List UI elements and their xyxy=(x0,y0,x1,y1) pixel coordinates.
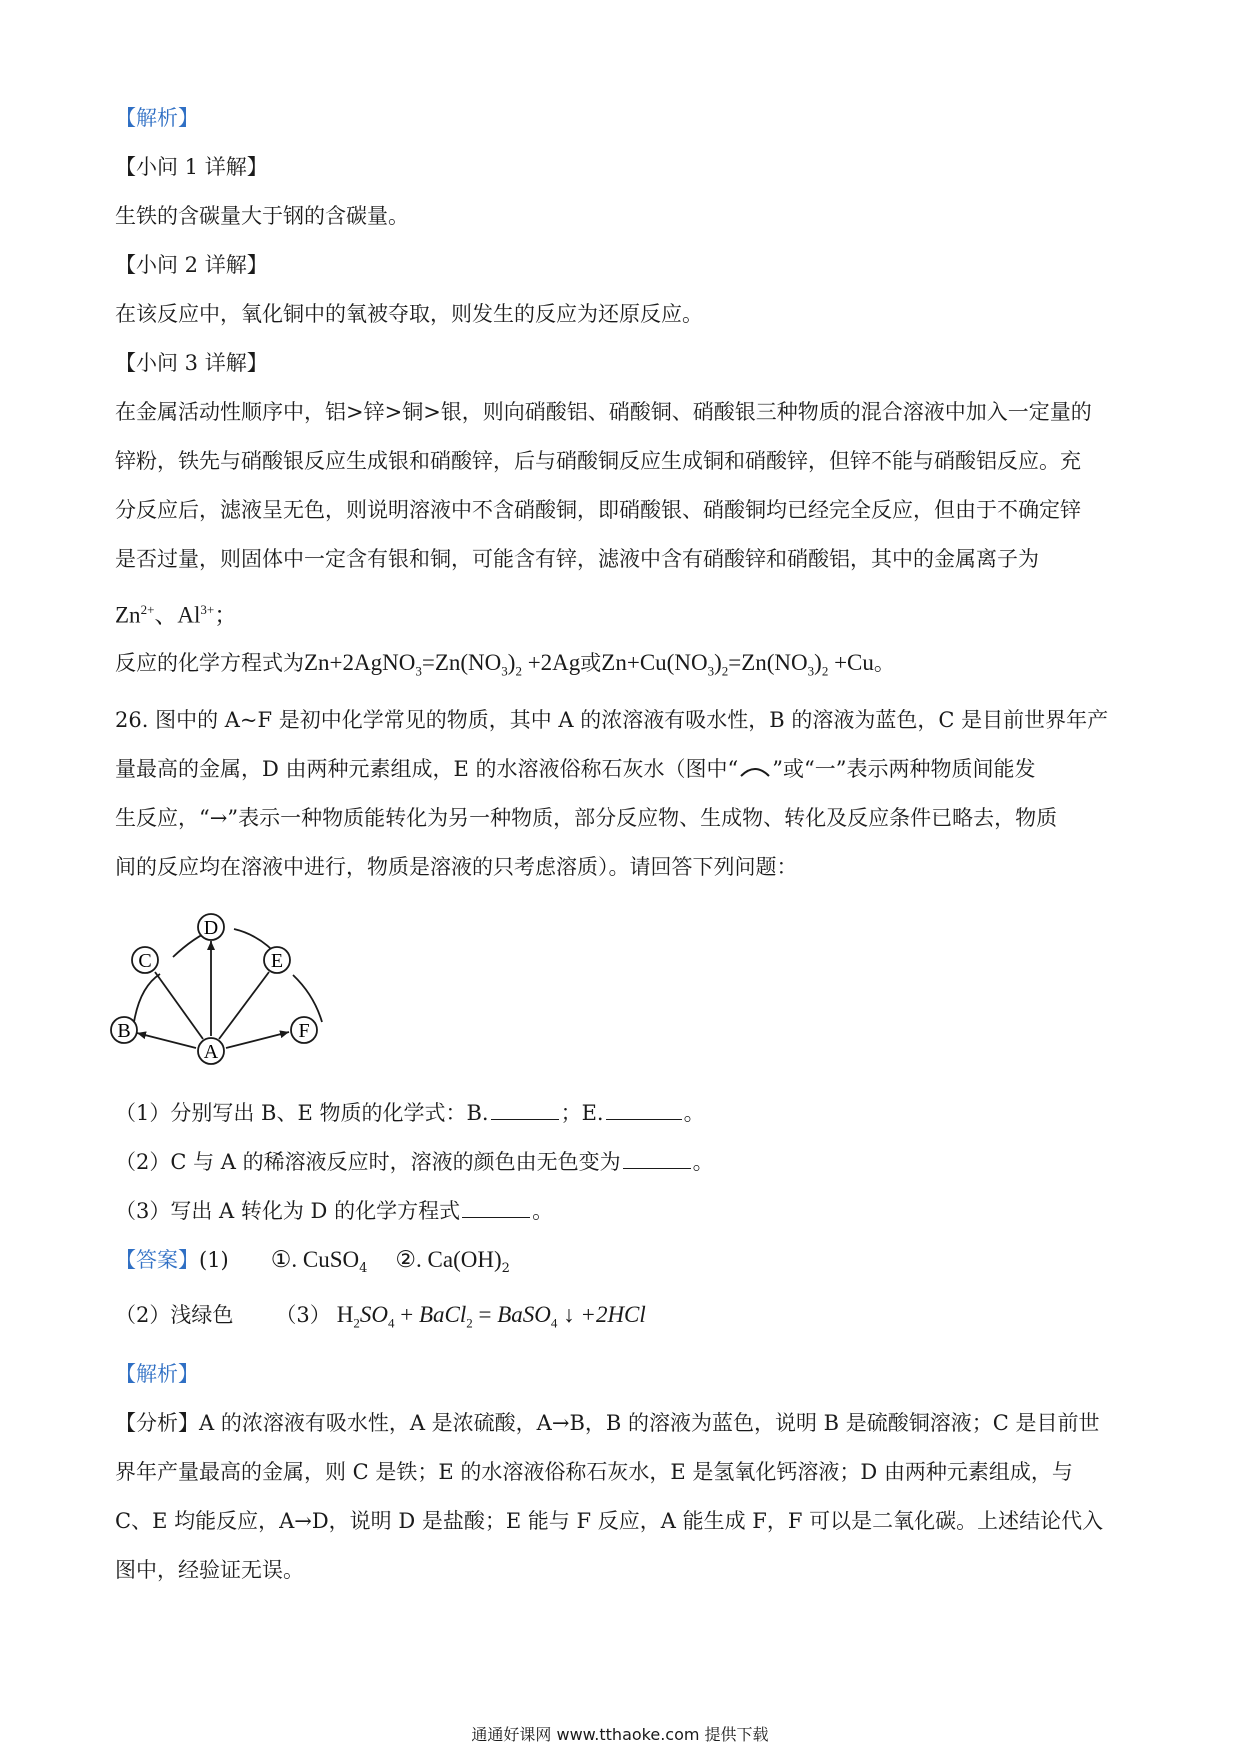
line-a-c xyxy=(155,972,203,1039)
sub-question-2: （2）C 与 A 的稀溶液反应时，溶液的颜色由无色变为 。 xyxy=(115,1150,714,1174)
node-c xyxy=(132,947,158,973)
q3-text-line: 锌粉，铁先与硝酸银反应生成银和硝酸锌，后与硝酸铜反应生成铜和硝酸锌，但锌不能与硝酸铝反应。充 xyxy=(115,449,1081,473)
arrow-a-to-f xyxy=(226,1032,289,1048)
reaction-equations: 反应的化学方程式为$Zn+2AgNO_3=Zn(NO_3)_2 +2Ag$或$Zn+Cu(NO_3)_2=Zn(NO_3)_2 +Cu$。 xyxy=(115,650,895,679)
metal-ions: $Zn^{2+}$、$Al^{3+}$； xyxy=(115,602,238,628)
question-26-line: 生反应，“→”表示一种物质能转化为另一种物质，部分反应物、生成物、转化及反应条件已略去，物质 xyxy=(115,806,1058,830)
line-a-e xyxy=(219,972,269,1039)
node-b xyxy=(111,1017,137,1043)
analysis-line: C、E 均能反应，A→D，说明 D 是盐酸；E 能与 F 反应，A 能生成 F，F 可以是二氧化碳。上述结论代入 xyxy=(115,1509,1104,1533)
node-label: A xyxy=(203,1041,219,1063)
substance-relation-diagram xyxy=(108,905,368,1075)
node-e xyxy=(264,947,290,973)
arc-e-f xyxy=(293,975,322,1022)
q3-text-line: 是否过量，则固体中一定含有银和铜，可能含有锌，滤液中含有硝酸锌和硝酸铝，其中的金属离子为 xyxy=(115,547,1039,571)
analysis-line: 【分析】A 的浓溶液有吸水性，A 是浓硫酸，A→B，B 的溶液为蓝色，说明 B 是硫酸铜溶液；C 是目前世 xyxy=(115,1411,1100,1435)
analysis-fenxi-label: 【分析】 xyxy=(115,1411,199,1435)
q2-title: 【小问 2 详解】 xyxy=(115,253,268,277)
q1-text: 生铁的含碳量大于钢的含碳量。 xyxy=(115,204,409,228)
answer-blank xyxy=(606,1101,682,1120)
node-label: D xyxy=(203,917,219,939)
question-26-line: 26. 图中的 A~F 是初中化学常见的物质，其中 A 的浓溶液有吸水性，B 的溶液为蓝色，C 是目前世界年产 xyxy=(115,708,1109,732)
q1-title: 【小问 1 详解】 xyxy=(115,155,268,179)
q2-text: 在该反应中，氧化铜中的氧被夺取，则发生的反应为还原反应。 xyxy=(115,302,703,326)
analysis-line: 图中，经验证无误。 xyxy=(115,1558,304,1582)
q3-text-line: 分反应后，滤液呈无色，则说明溶液中不含硝酸铜，即硝酸银、硝酸铜均已经完全反应，但由于不确定锌 xyxy=(115,498,1081,522)
node-a xyxy=(198,1038,224,1064)
node-label: F xyxy=(298,1020,310,1042)
q3-title: 【小问 3 详解】 xyxy=(115,351,268,375)
answer-line-1: 【答案】(1) ①. CuSO$_4$ ②. $Ca(OH)_2$ xyxy=(115,1247,510,1277)
q3-text-line: 在金属活动性顺序中，铝>锌>铜>银，则向硝酸铝、硝酸铜、硝酸银三种物质的混合溶液中加入一定量的 xyxy=(115,400,1092,424)
arrow-a-to-b xyxy=(137,1033,196,1048)
footer-source: 通通好课网 www.tthaoke.com 提供下载 xyxy=(471,1725,769,1744)
question-26-line: 量最高的金属，D 由两种元素组成，E 的水溶液俗称石灰水（图中“ ”或“一”表示两种物质间能发 xyxy=(115,757,1036,781)
answer-label: 【答案】 xyxy=(115,1248,199,1272)
analysis-label: 【解析】 xyxy=(115,106,199,130)
question-26-line: 间的反应均在溶液中进行，物质是溶液的只考虑溶质）。请回答下列问题： xyxy=(115,855,798,879)
analysis-label: 【解析】 xyxy=(115,1362,199,1386)
answer-blank xyxy=(462,1199,530,1218)
answer-blank xyxy=(491,1101,559,1120)
sub-question-1: （1）分别写出 B、E 物质的化学式：B. ；E. 。 xyxy=(115,1101,705,1125)
node-label: C xyxy=(138,950,152,972)
node-label: E xyxy=(270,950,284,972)
reaction-arc-symbol xyxy=(738,764,772,778)
sub-question-3: （3）写出 A 转化为 D 的化学方程式 。 xyxy=(115,1199,554,1223)
answer-line-2: （2）浅绿色 （3） $H_2SO_4$ + BaCl$_2$ = BaSO$_4$ ↓ +2HCl xyxy=(115,1302,646,1331)
node-f xyxy=(291,1017,317,1043)
answer-blank xyxy=(623,1150,691,1169)
analysis-line: 界年产量最高的金属，则 C 是铁；E 的水溶液俗称石灰水，E 是氢氧化钙溶液；D 由两种元素组成，与 xyxy=(115,1460,1073,1484)
arc-b-c xyxy=(134,974,160,1022)
node-label: B xyxy=(117,1020,131,1042)
node-d xyxy=(198,914,224,940)
